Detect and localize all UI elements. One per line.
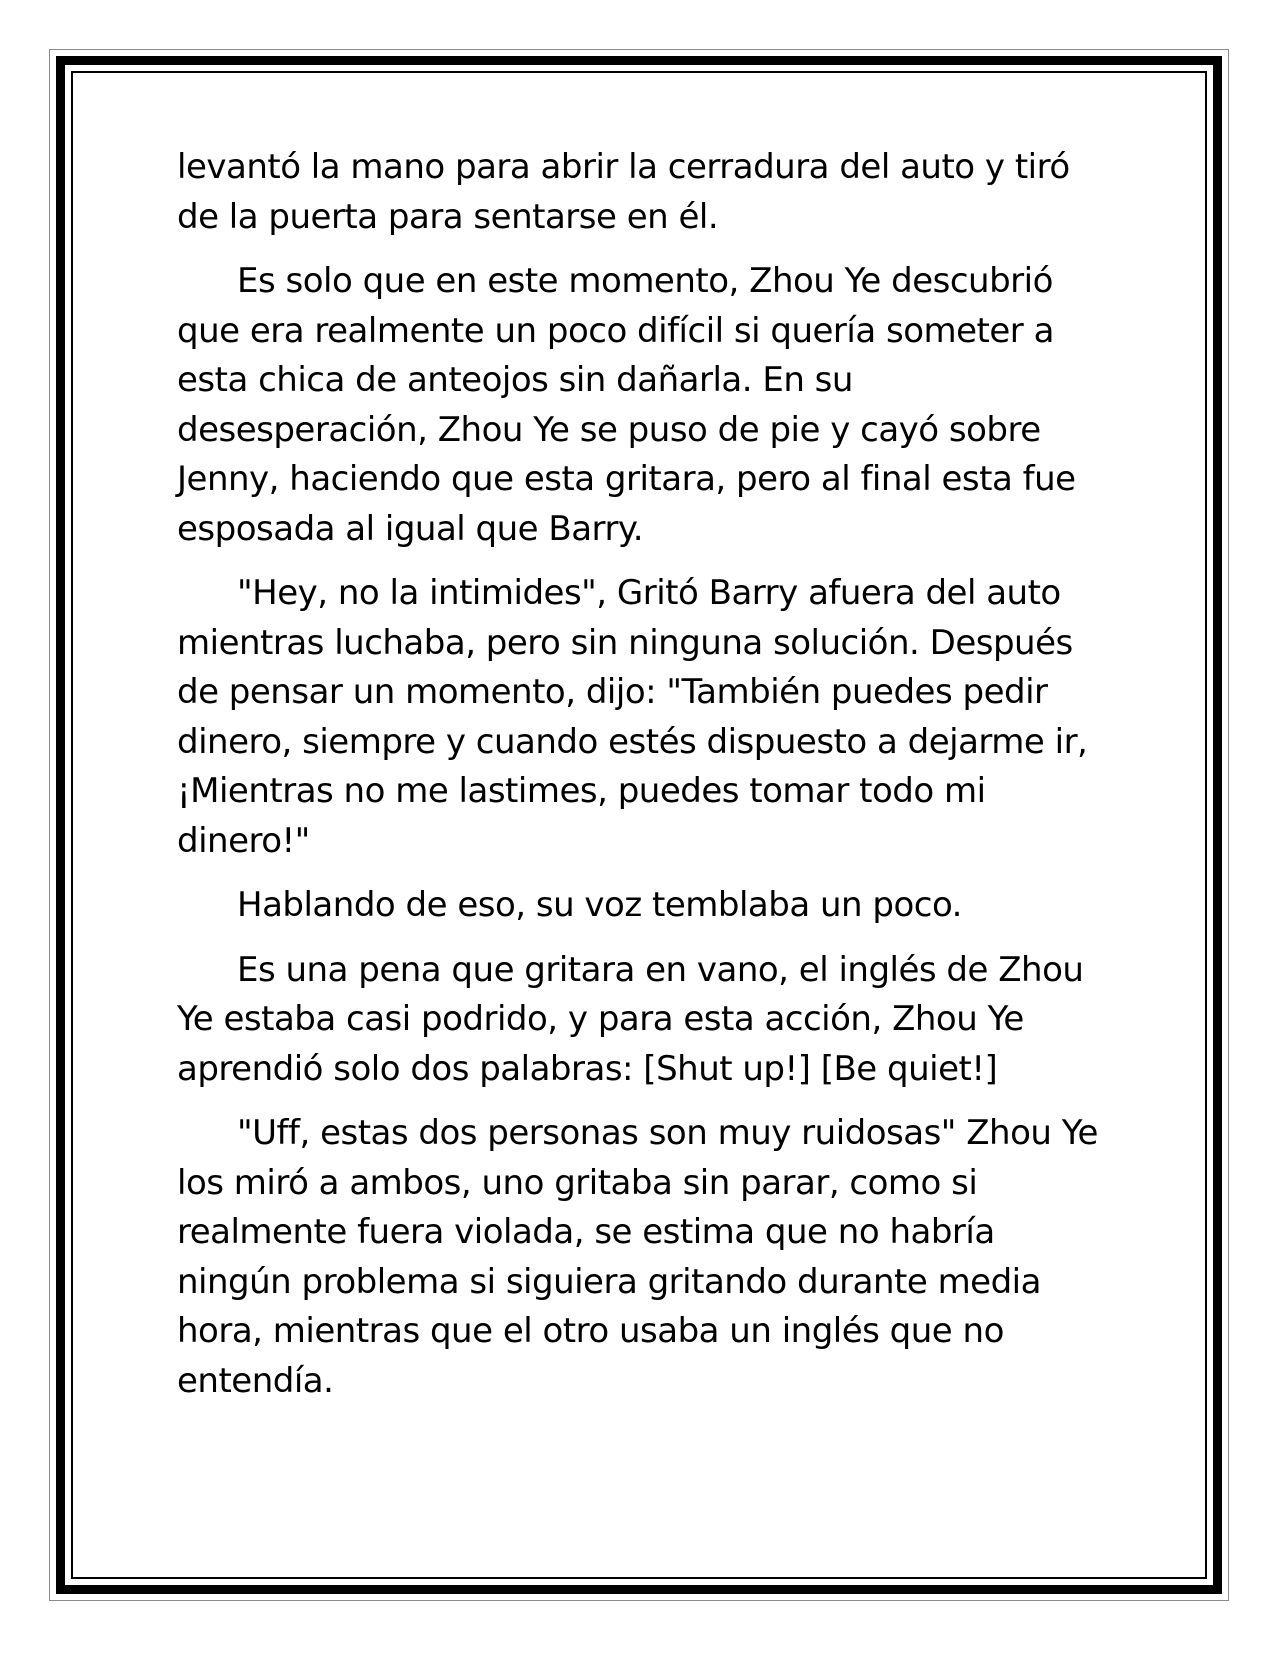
paragraph-3: "Hey, no la intimides", Gritó Barry afuera del auto mientras luchaba, pero sin ninguna solución. Después de pensar un momento, dijo: "También puedes pedir dinero, siempre y cuando estés dispuesto a dejarme ir, ¡Mientras no me lastimes, puedes tomar todo mi dinero!": [177, 573, 1088, 861]
paragraph-1: levantó la mano para abrir la cerradura del auto y tiró de la puerta para sentarse en él.: [177, 147, 1070, 237]
paragraph-5: Es una pena que gritara en vano, el inglés de Zhou Ye estaba casi podrido, y para esta acción, Zhou Ye aprendió solo dos palabras: [Shut up!] [Be quiet!]: [177, 949, 1084, 1089]
paragraph-6: "Uff, estas dos personas son muy ruidosas" Zhou Ye los miró a ambos, uno gritaba sin parar, como si realmente fuera violada, se estima que no habría ningún problema si siguiera gritando durante media hora, mientras que el otro usaba un inglés que no entendía.: [177, 1113, 1098, 1401]
paragraph-4: Hablando de eso, su voz temblaba un poco.: [237, 885, 962, 925]
page-body: [177, 143, 1107, 1421]
paragraph-2: Es solo que en este momento, Zhou Ye descubrió que era realmente un poco difícil si quería someter a esta chica de anteojos sin dañarla. En su desesperación, Zhou Ye se puso de pie y cayó sobre Jenny, haciendo que esta gritara, pero al final esta fue esposada al igual que Barry.: [177, 261, 1076, 549]
